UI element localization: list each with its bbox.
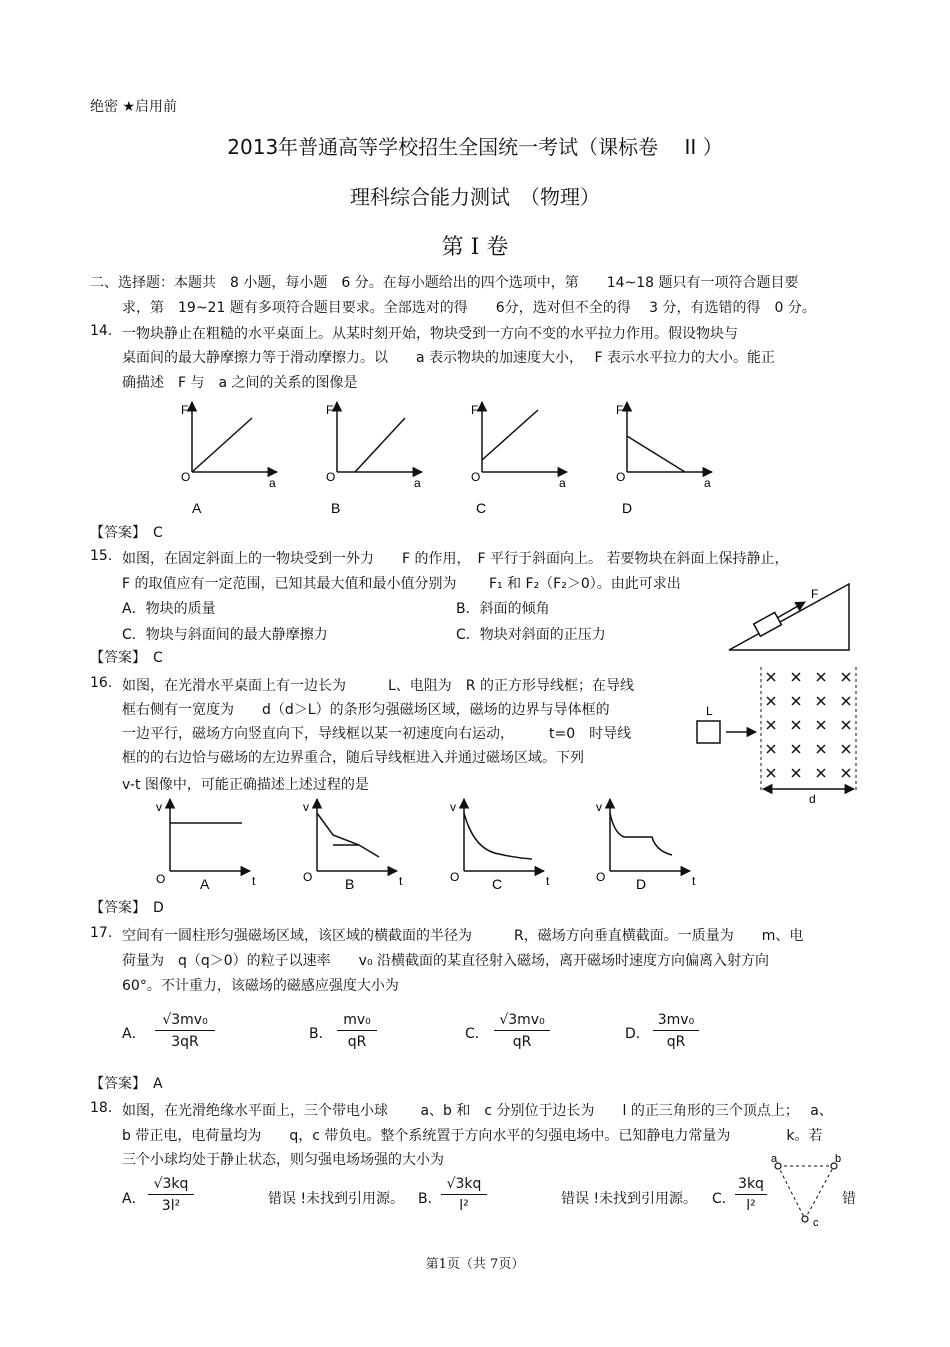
q14-text-line1: 一物块静止在粗糙的水平桌面上。从某时刻开始，物块受到一方向不变的水平拉力作用。假设物块与 bbox=[122, 326, 738, 342]
q16-graph-d bbox=[596, 799, 696, 892]
q14-b-axis-x: a bbox=[414, 476, 421, 490]
q18-a-denominator: 3l² bbox=[161, 1198, 181, 1214]
q16-graph-a bbox=[156, 799, 256, 892]
q16-graph-b bbox=[303, 799, 403, 892]
q17-option-d-label: D． bbox=[625, 1026, 650, 1042]
q16-c-axis-y: v bbox=[450, 800, 456, 814]
q14-text-line3: 确描述 F 与 a 之间的关系的图像是 bbox=[122, 375, 358, 391]
q16-text-line3: 一边平行，磁场方向竖直向下，导线框以某一初速度向右运动， t=0 时导线 bbox=[122, 726, 632, 742]
exam-subtitle: 理科综合能力测试 （物理） bbox=[350, 185, 600, 209]
incline-icon bbox=[729, 584, 849, 650]
q14-graph-a bbox=[181, 402, 277, 516]
q14-d-line bbox=[627, 436, 685, 472]
q17-a-numerator: √3mv₀ bbox=[155, 1012, 215, 1031]
q15-option-c: C．物块与斜面间的最大静摩擦力 bbox=[122, 627, 328, 643]
q16-c-label: C bbox=[492, 876, 503, 892]
q17-text-line2: 荷量为 q（q＞0）的粒子以速率 v₀ 沿横截面的某直径射入磁场，离开磁场时速度方向偏离入射方向 bbox=[122, 953, 770, 969]
q16-c-axis-x: t bbox=[546, 874, 550, 888]
q14-d-axis-y: F bbox=[616, 403, 624, 417]
q14-a-axis-y: F bbox=[181, 403, 189, 417]
q15-text-line1: 如图，在固定斜面上的一物块受到一外力 F 的作用， F 平行于斜面向上。 若要物块在斜面上保持静止， bbox=[122, 551, 789, 567]
q16-b-axis-x: t bbox=[399, 874, 403, 888]
q17-option-b-formula bbox=[337, 1012, 377, 1050]
q14-d-axis-x: a bbox=[704, 476, 711, 490]
q17-option-d-formula bbox=[653, 1012, 699, 1050]
q15-number: 15. bbox=[90, 548, 113, 564]
q16-a-axis-x: t bbox=[252, 874, 256, 888]
volume-title: 第 I 卷 bbox=[441, 235, 509, 260]
q18-option-c-label: C． bbox=[712, 1191, 736, 1207]
q16-b-axis-y: v bbox=[303, 800, 309, 814]
q14-b-line bbox=[355, 418, 405, 472]
q16-text-line5: v-t 图像中，可能正确描述上述过程的是 bbox=[122, 777, 369, 793]
q18-option-c-error: 错 bbox=[842, 1191, 856, 1207]
q18-b-numerator: √3kq bbox=[441, 1176, 487, 1195]
q18-option-b-formula bbox=[441, 1176, 487, 1214]
q14-b-axis-y: F bbox=[326, 403, 334, 417]
block-icon bbox=[754, 612, 782, 636]
q14-a-label: A bbox=[192, 500, 202, 516]
q16-graph-c bbox=[450, 799, 550, 892]
q14-graphs bbox=[170, 400, 750, 522]
q18-figure bbox=[766, 1150, 846, 1230]
q18-text-line3: 三个小球均处于静止状态，则匀强电场场强的大小为 bbox=[122, 1152, 444, 1168]
q14-c-origin: O bbox=[471, 470, 481, 484]
q18-text-line1: 如图，在光滑绝缘水平面上，三个带电小球 a、b 和 c 分别位于边长为 l 的正三角形的三个顶点上； a、 bbox=[122, 1103, 833, 1119]
q15-option-a: A．物块的质量 bbox=[122, 601, 216, 617]
q16-a-axis-y: v bbox=[156, 800, 162, 814]
q14-c-axis-x: a bbox=[559, 476, 566, 490]
q16-b-origin: O bbox=[303, 870, 313, 884]
q18-option-b-error: 错误 !未找到引用源。 bbox=[561, 1191, 698, 1207]
q16-b-curve bbox=[317, 813, 379, 857]
q16-c-curve bbox=[464, 813, 532, 859]
q14-d-label: D bbox=[622, 500, 633, 516]
q16-text-line2: 框右侧有一宽度为 d（d＞L）的条形匀强磁场区域，磁场的边界与导体框的 bbox=[122, 702, 610, 718]
page-footer: 第1页（共 7页） bbox=[425, 1257, 525, 1272]
q17-c-numerator: √3mv₀ bbox=[494, 1012, 550, 1031]
q18-a-numerator: √3kq bbox=[148, 1176, 194, 1195]
q15-option-d: C．物块对斜面的正压力 bbox=[456, 627, 606, 643]
q16-b-label: B bbox=[345, 876, 355, 892]
q17-b-denominator: qR bbox=[347, 1034, 367, 1050]
q17-option-a-label: A． bbox=[122, 1026, 146, 1042]
magnetic-field-icon bbox=[767, 673, 850, 777]
q14-a-line bbox=[192, 418, 252, 472]
q15-force-label: F bbox=[811, 587, 819, 601]
q14-c-label: C bbox=[476, 500, 487, 516]
section-intro-line2: 求，第 19~21 题有多项符合题目要求。全部选对的得 6分，选对但不全的得 3 分，有选错的得 0 分。 bbox=[122, 300, 816, 316]
section-intro-line1: 二、选择题：本题共 8 小题，每小题 6 分。在每小题给出的四个选项中，第 14~18 题只有一项符合题目要 bbox=[90, 275, 799, 291]
q14-d-origin: O bbox=[616, 470, 626, 484]
wire-frame-icon bbox=[697, 721, 720, 743]
q17-b-numerator: mv₀ bbox=[337, 1012, 377, 1031]
q16-d-axis-y: v bbox=[596, 800, 602, 814]
q14-number: 14. bbox=[90, 323, 113, 339]
q17-text-line3: 60°。不计重力，该磁场的磁感应强度大小为 bbox=[122, 978, 399, 994]
q18-option-a-label: A． bbox=[122, 1191, 146, 1207]
q16-width-label: d bbox=[809, 792, 816, 806]
q16-a-origin: O bbox=[156, 872, 166, 886]
q16-d-origin: O bbox=[596, 870, 606, 884]
q17-option-c-label: C． bbox=[465, 1026, 489, 1042]
q17-number: 17. bbox=[90, 925, 113, 941]
q14-b-origin: O bbox=[326, 470, 336, 484]
q18-option-c-formula bbox=[735, 1176, 767, 1214]
q14-b-label: B bbox=[331, 500, 341, 516]
q16-d-curve bbox=[610, 813, 672, 855]
q15-figure bbox=[725, 580, 855, 655]
q16-c-origin: O bbox=[450, 870, 460, 884]
ball-c-icon bbox=[802, 1216, 808, 1222]
q18-label-a: a bbox=[771, 1153, 778, 1165]
q17-d-numerator: 3mv₀ bbox=[653, 1012, 699, 1031]
q16-graphs bbox=[150, 795, 710, 895]
q16-text-line4: 框的的右边恰与磁场的左边界重合，随后导线框进入并通过磁场区域。下列 bbox=[122, 750, 584, 766]
q17-option-b-label: B． bbox=[309, 1026, 333, 1042]
q18-c-numerator: 3kq bbox=[735, 1176, 767, 1195]
q15-option-b: B．斜面的倾角 bbox=[456, 601, 550, 617]
q18-text-line2: b 带正电，电荷量均为 q，c 带负电。整个系统置于方向水平的匀强电场中。已知静电力常量为 k。若 bbox=[122, 1128, 823, 1144]
q14-text-line2: 桌面间的最大静摩擦力等于滑动摩擦力。以 a 表示物块的加速度大小， F 表示水平拉力的大小。能正 bbox=[122, 350, 775, 366]
q16-d-axis-x: t bbox=[692, 874, 696, 888]
q17-option-a-formula bbox=[155, 1012, 215, 1050]
q14-a-axis-x: a bbox=[269, 476, 276, 490]
q14-graph-c bbox=[471, 402, 567, 516]
q16-text-line1: 如图，在光滑水平桌面上有一边长为 L、电阻为 R 的正方形导线框；在导线 bbox=[122, 678, 634, 694]
q14-answer: 【答案】 C bbox=[90, 525, 163, 541]
q16-a-label: A bbox=[200, 876, 210, 892]
q16-figure bbox=[690, 665, 865, 810]
q18-option-a-error: 错误 !未找到引用源。 bbox=[268, 1191, 405, 1207]
q18-b-denominator: l² bbox=[459, 1198, 469, 1214]
q14-graph-b bbox=[326, 402, 422, 516]
q17-text-line1: 空间有一圆柱形匀强磁场区域，该区域的横截面的半径为 R，磁场方向垂直横截面。一质量为 m、电 bbox=[122, 928, 804, 944]
q17-answer: 【答案】 A bbox=[90, 1076, 163, 1092]
q18-label-c: c bbox=[813, 1217, 819, 1229]
q18-label-b: b bbox=[835, 1153, 842, 1165]
q17-option-c-formula bbox=[494, 1012, 550, 1050]
q15-text-line2: F 的取值应有一定范围，已知其最大值和最小值分别为 F₁ 和 F₂（F₂＞0）。由此可求出 bbox=[122, 576, 681, 592]
q15-answer: 【答案】 C bbox=[90, 650, 163, 666]
q16-d-label: D bbox=[636, 876, 647, 892]
q17-c-denominator: qR bbox=[512, 1034, 532, 1050]
q17-d-denominator: qR bbox=[666, 1034, 686, 1050]
q16-number: 16. bbox=[90, 675, 113, 691]
q14-c-axis-y: F bbox=[471, 403, 479, 417]
q14-a-origin: O bbox=[181, 470, 191, 484]
q18-option-b-label: B． bbox=[418, 1191, 442, 1207]
secret-label: 绝密 ★启用前 bbox=[90, 99, 178, 115]
q18-option-a-formula bbox=[148, 1176, 194, 1214]
q18-c-denominator: l² bbox=[746, 1198, 756, 1214]
q17-a-denominator: 3qR bbox=[171, 1034, 199, 1050]
q16-answer: 【答案】 D bbox=[90, 900, 164, 916]
q14-graph-d bbox=[616, 402, 712, 516]
exam-title: 2013年普通高等学校招生全国统一考试（课标卷 II ） bbox=[227, 135, 723, 159]
triangle-icon bbox=[778, 1166, 834, 1219]
q14-c-line bbox=[482, 410, 538, 460]
q16-frame-label: L bbox=[706, 704, 713, 718]
q18-number: 18. bbox=[90, 1100, 113, 1116]
